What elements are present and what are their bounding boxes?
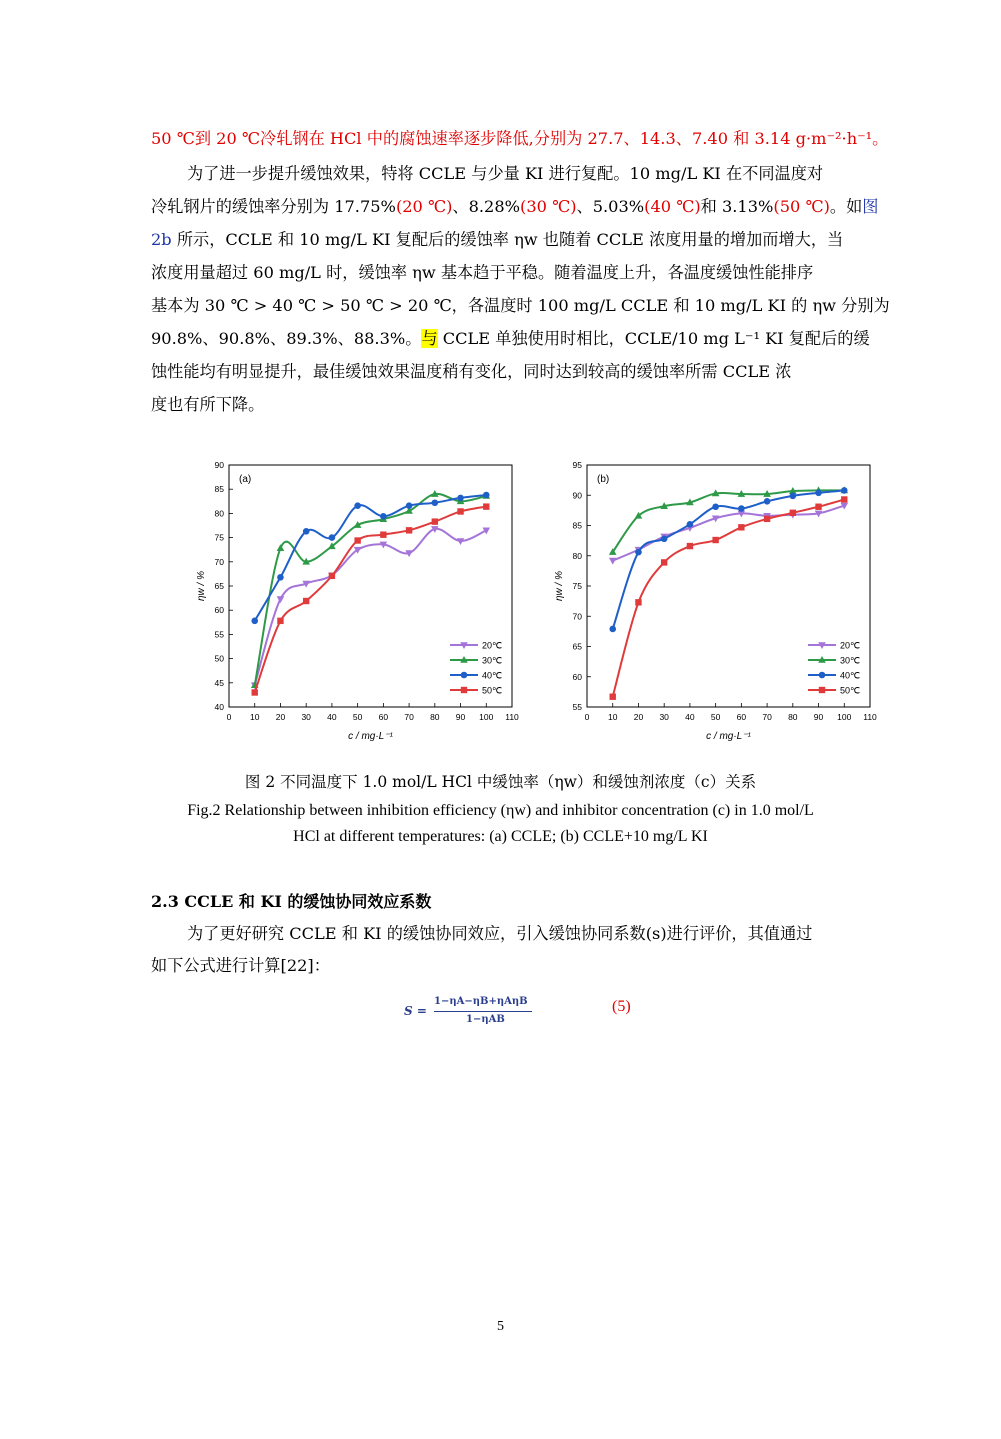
x-tick-label: 70: [762, 712, 772, 722]
equation: [400, 996, 540, 1030]
data-point: [819, 672, 826, 679]
paragraph-line: 如下公式进行计算[22]：: [151, 956, 330, 975]
x-tick-label: 10: [607, 712, 618, 722]
y-tick-label: 90: [214, 460, 224, 470]
data-point: [277, 618, 283, 624]
y-tick-label: 90: [572, 490, 582, 501]
data-point: [764, 498, 771, 505]
data-point: [461, 687, 467, 693]
data-point: [432, 499, 439, 506]
x-tick-label: 70: [404, 712, 414, 722]
series-line: [255, 529, 487, 686]
y-tick-label: 55: [214, 629, 224, 640]
x-tick-label: 100: [837, 712, 852, 722]
highlighted-text: 与: [421, 329, 438, 348]
fraction-bar: [434, 1011, 532, 1012]
x-tick-label: 40: [327, 712, 337, 722]
paragraph-line: [151, 329, 870, 349]
data-point: [609, 558, 617, 565]
x-tick-label: 20: [275, 712, 286, 722]
text-run: 所示，CCLE 和 10 mg/L KI 复配后的缓蚀率 ηw 也随着 CCLE 浓度用量的增加而增大，当: [171, 230, 844, 249]
y-tick-label: 60: [572, 671, 582, 682]
text-run: (50 ℃): [773, 197, 830, 216]
x-tick-label: 90: [455, 712, 466, 722]
panel-label: (a): [239, 474, 252, 485]
y-tick-label: 70: [214, 556, 224, 567]
x-tick-label: 60: [736, 712, 747, 722]
text-run: (30 ℃): [520, 197, 577, 216]
data-point: [252, 689, 258, 695]
data-point: [457, 495, 464, 502]
figure-caption-en: Fig.2 Relationship between inhibition efficiency (ηw) and inhibitor concentration (c) in 1.0 mol/L: [187, 802, 814, 819]
x-tick-label: 30: [301, 712, 311, 722]
x-tick-label: 40: [685, 712, 695, 722]
data-point: [609, 626, 616, 633]
paragraph-line: 浓度用量超过 60 mg/L 时，缓蚀率 ηw 基本趋于平稳。随着温度上升，各温度缓蚀性能排序: [151, 263, 814, 282]
series-line: [613, 499, 845, 696]
y-tick-label: 60: [214, 605, 224, 616]
x-tick-label: 80: [430, 712, 440, 722]
text-run: 、8.28%: [452, 197, 521, 216]
text-run: (20 ℃): [395, 197, 453, 216]
y-tick-label: 85: [214, 484, 224, 495]
data-point: [790, 493, 797, 500]
x-tick-label: 90: [813, 712, 824, 722]
paragraph-line: 为了更好研究 CCLE 和 KI 的缓蚀协同效应，引入缓蚀协同系数(s)进行评价，其值通过: [187, 924, 813, 943]
data-point: [687, 521, 694, 528]
paragraph-line: 50 ℃到 20 ℃冷轧钢在 HCl 中的腐蚀速率逐步降低,分别为 27.7、14.3、7.40 和 3.14 g·m⁻²·h⁻¹。: [151, 129, 889, 148]
data-point: [457, 508, 463, 514]
y-axis-label: ηw / %: [554, 571, 565, 601]
paragraph-line: [151, 197, 879, 217]
data-point: [329, 573, 335, 579]
figure-caption-en: HCl at different temperatures: (a) CCLE; (b) CCLE+10 mg/L KI: [293, 828, 708, 845]
data-point: [738, 524, 744, 530]
text-run: (40 ℃): [644, 197, 701, 216]
text-run: 、5.03%: [576, 197, 645, 216]
data-point: [277, 596, 285, 603]
data-point: [712, 503, 719, 510]
x-tick-label: 20: [633, 712, 644, 722]
data-point: [303, 598, 309, 604]
equation-lhs: S =: [404, 1004, 427, 1018]
x-tick-label: 60: [378, 712, 389, 722]
x-axis-label: c / mg·L⁻¹: [706, 731, 751, 742]
y-axis-label: ηw / %: [196, 571, 207, 601]
legend-label: 50℃: [840, 685, 861, 696]
data-point: [712, 537, 718, 543]
data-point: [815, 504, 821, 510]
y-tick-label: 50: [214, 653, 224, 664]
x-tick-label: 0: [226, 712, 232, 722]
data-point: [738, 505, 745, 512]
data-point: [354, 537, 360, 543]
data-point: [790, 510, 796, 516]
text-run: 90.8%、90.8%、89.3%、88.3%。: [151, 329, 422, 348]
figure-link[interactable]: 图: [862, 197, 879, 216]
data-point: [432, 518, 438, 524]
data-point: [661, 536, 668, 543]
x-tick-label: 10: [249, 712, 260, 722]
legend-label: 30℃: [840, 655, 861, 666]
x-tick-label: 0: [584, 712, 590, 722]
data-point: [635, 549, 642, 556]
x-tick-label: 110: [505, 712, 519, 722]
y-tick-label: 85: [572, 520, 582, 531]
text-run: 和 3.13%: [700, 197, 774, 216]
x-tick-label: 80: [788, 712, 798, 722]
data-point: [819, 687, 825, 693]
legend-label: 50℃: [482, 685, 503, 696]
y-tick-label: 75: [572, 581, 582, 591]
data-point: [277, 544, 285, 551]
legend-label: 20℃: [482, 640, 503, 651]
y-tick-label: 80: [572, 550, 582, 561]
data-point: [841, 487, 848, 494]
x-tick-label: 30: [659, 712, 669, 722]
series-line: [255, 494, 487, 685]
paragraph-line: 蚀性能均有明显提升，最佳缓蚀效果温度稍有变化，同时达到较高的缓蚀率所需 CCLE 浓: [151, 362, 792, 381]
data-point: [841, 496, 847, 502]
y-tick-label: 40: [214, 702, 224, 712]
paragraph-line: 基本为 30 ℃ > 40 ℃ > 50 ℃ > 20 ℃，各温度时 100 mg/L CCLE 和 10 mg/L KI 的 ηw 分别为: [151, 296, 890, 315]
y-tick-label: 95: [572, 460, 582, 470]
equation-denominator: 1−ηAB: [466, 1014, 505, 1025]
data-point: [483, 503, 489, 509]
y-tick-label: 65: [572, 641, 582, 652]
y-tick-label: 80: [214, 508, 224, 519]
series-line: [255, 507, 487, 693]
figure-caption-cn: 图 2 不同温度下 1.0 mol/L HCl 中缓蚀率（ηw）和缓蚀剂浓度（c）关系: [244, 773, 757, 791]
plot-frame: [587, 465, 870, 707]
page-number: 5: [497, 1319, 504, 1334]
figure-link[interactable]: 2b: [151, 230, 172, 249]
paragraph-line: [151, 230, 851, 250]
section-heading: 2.3 CCLE 和 KI 的缓蚀协同效应系数: [151, 892, 432, 911]
data-point: [635, 599, 641, 605]
x-axis-label: c / mg·L⁻¹: [348, 731, 393, 742]
data-point: [406, 527, 412, 533]
data-point: [380, 531, 386, 537]
data-point: [354, 502, 361, 509]
panel-label: (b): [597, 474, 610, 485]
data-point: [406, 502, 413, 509]
x-tick-label: 50: [710, 712, 721, 722]
data-point: [329, 534, 336, 541]
y-tick-label: 70: [572, 611, 582, 622]
data-point: [303, 528, 310, 535]
data-point: [251, 618, 258, 625]
legend-label: 40℃: [840, 670, 861, 681]
data-point: [687, 543, 693, 549]
data-point: [380, 513, 387, 520]
data-point: [815, 490, 822, 497]
data-point: [764, 516, 770, 522]
legend-label: 20℃: [840, 640, 861, 651]
paragraph-line: 度也有所下降。: [151, 395, 265, 414]
y-tick-label: 75: [214, 532, 224, 543]
data-point: [661, 559, 667, 565]
equation-numerator: 1−ηA−ηB+ηAηB: [434, 996, 528, 1007]
x-tick-label: 110: [863, 712, 877, 722]
x-tick-label: 50: [352, 712, 363, 722]
legend-label: 40℃: [482, 670, 503, 681]
y-tick-label: 55: [572, 702, 582, 712]
data-point: [461, 672, 468, 679]
chart-a: [192, 455, 537, 755]
chart-b: [550, 455, 895, 755]
y-tick-label: 65: [214, 581, 224, 591]
text-run: 。如: [829, 197, 863, 216]
data-point: [277, 574, 284, 581]
equation-number: (5): [612, 998, 631, 1015]
x-tick-label: 100: [479, 712, 494, 722]
text-run: 冷轧钢片的缓蚀率分别为 17.75%: [151, 197, 396, 216]
legend-label: 30℃: [482, 655, 503, 666]
data-point: [610, 694, 616, 700]
y-tick-label: 45: [214, 677, 224, 688]
paragraph-line: 为了进一步提升缓蚀效果，特将 CCLE 与少量 KI 进行复配。10 mg/L KI 在不同温度对: [187, 164, 824, 183]
text-run: CCLE 单独使用时相比，CCLE/10 mg L⁻¹ KI 复配后的缓: [437, 329, 870, 348]
data-point: [483, 492, 490, 499]
